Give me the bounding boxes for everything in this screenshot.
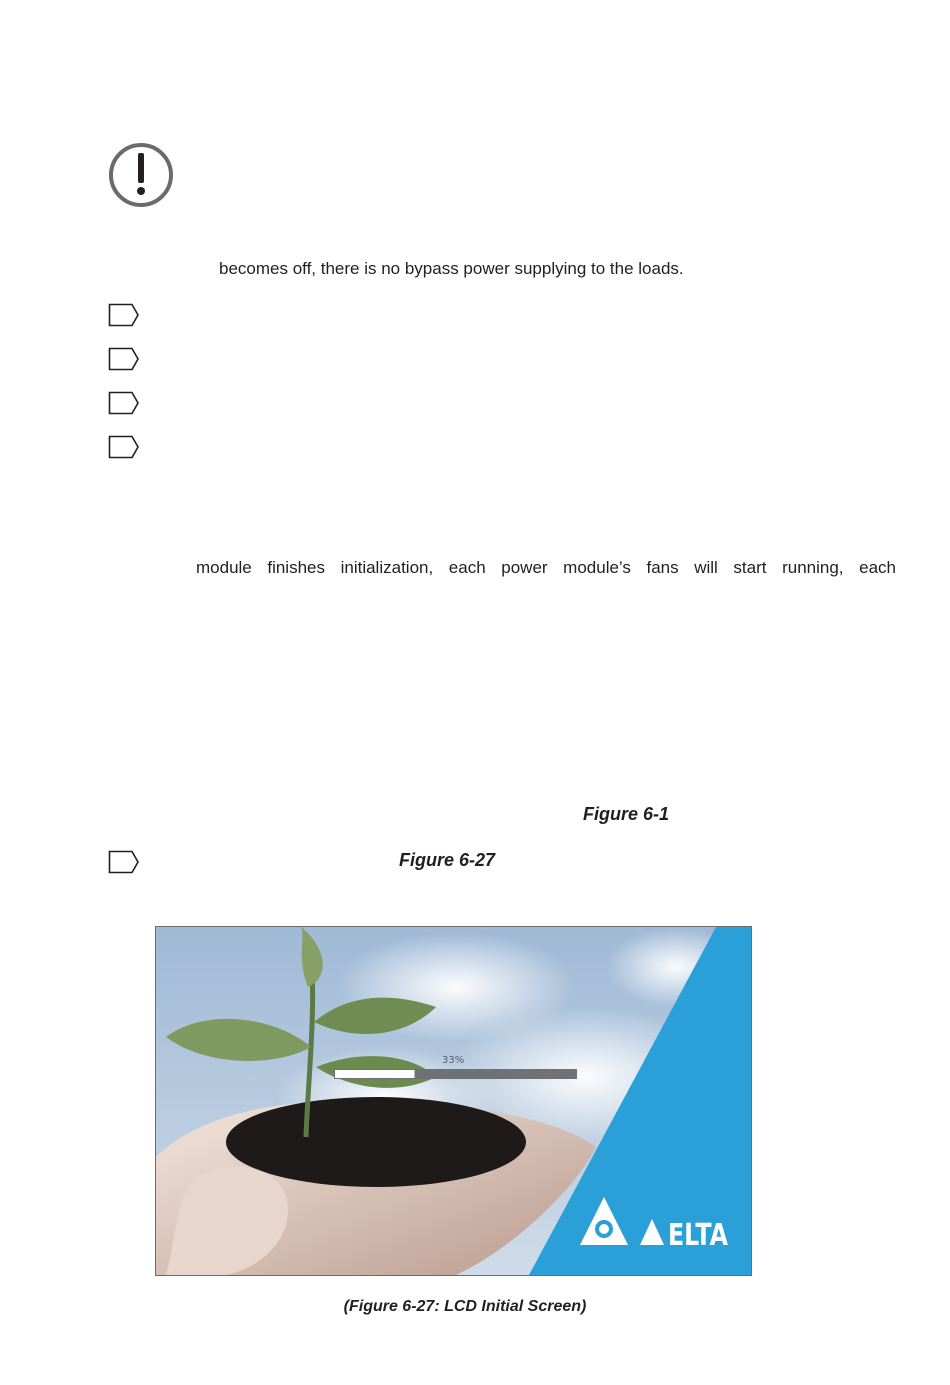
tag-bullet-icon: [108, 347, 140, 371]
progress-label: 33%: [442, 1055, 465, 1066]
exclamation-circle-icon: [108, 142, 174, 208]
svg-text:ELTA: ELTA: [668, 1218, 729, 1253]
progress-bar: [334, 1069, 577, 1079]
figure-reference: Figure 6-1: [583, 804, 670, 824]
tag-bullet-icon: [108, 850, 140, 874]
tag-bullet-icon: [108, 435, 140, 459]
figure-reference: Figure 6-27: [399, 850, 496, 870]
lcd-initial-screen-figure: [155, 926, 752, 1276]
figure-caption: (Figure 6-27: LCD Initial Screen): [343, 1298, 587, 1315]
lcd-screen-illustration: [156, 927, 751, 1275]
tag-bullet-icon: [108, 303, 140, 327]
notice-continuation-text: becomes off, there is no bypass power supplying to the loads.: [219, 259, 684, 278]
tag-bullet-icon: [108, 391, 140, 415]
paragraph-line: module finishes initialization, each power module’s fans will start running, each: [196, 558, 896, 577]
